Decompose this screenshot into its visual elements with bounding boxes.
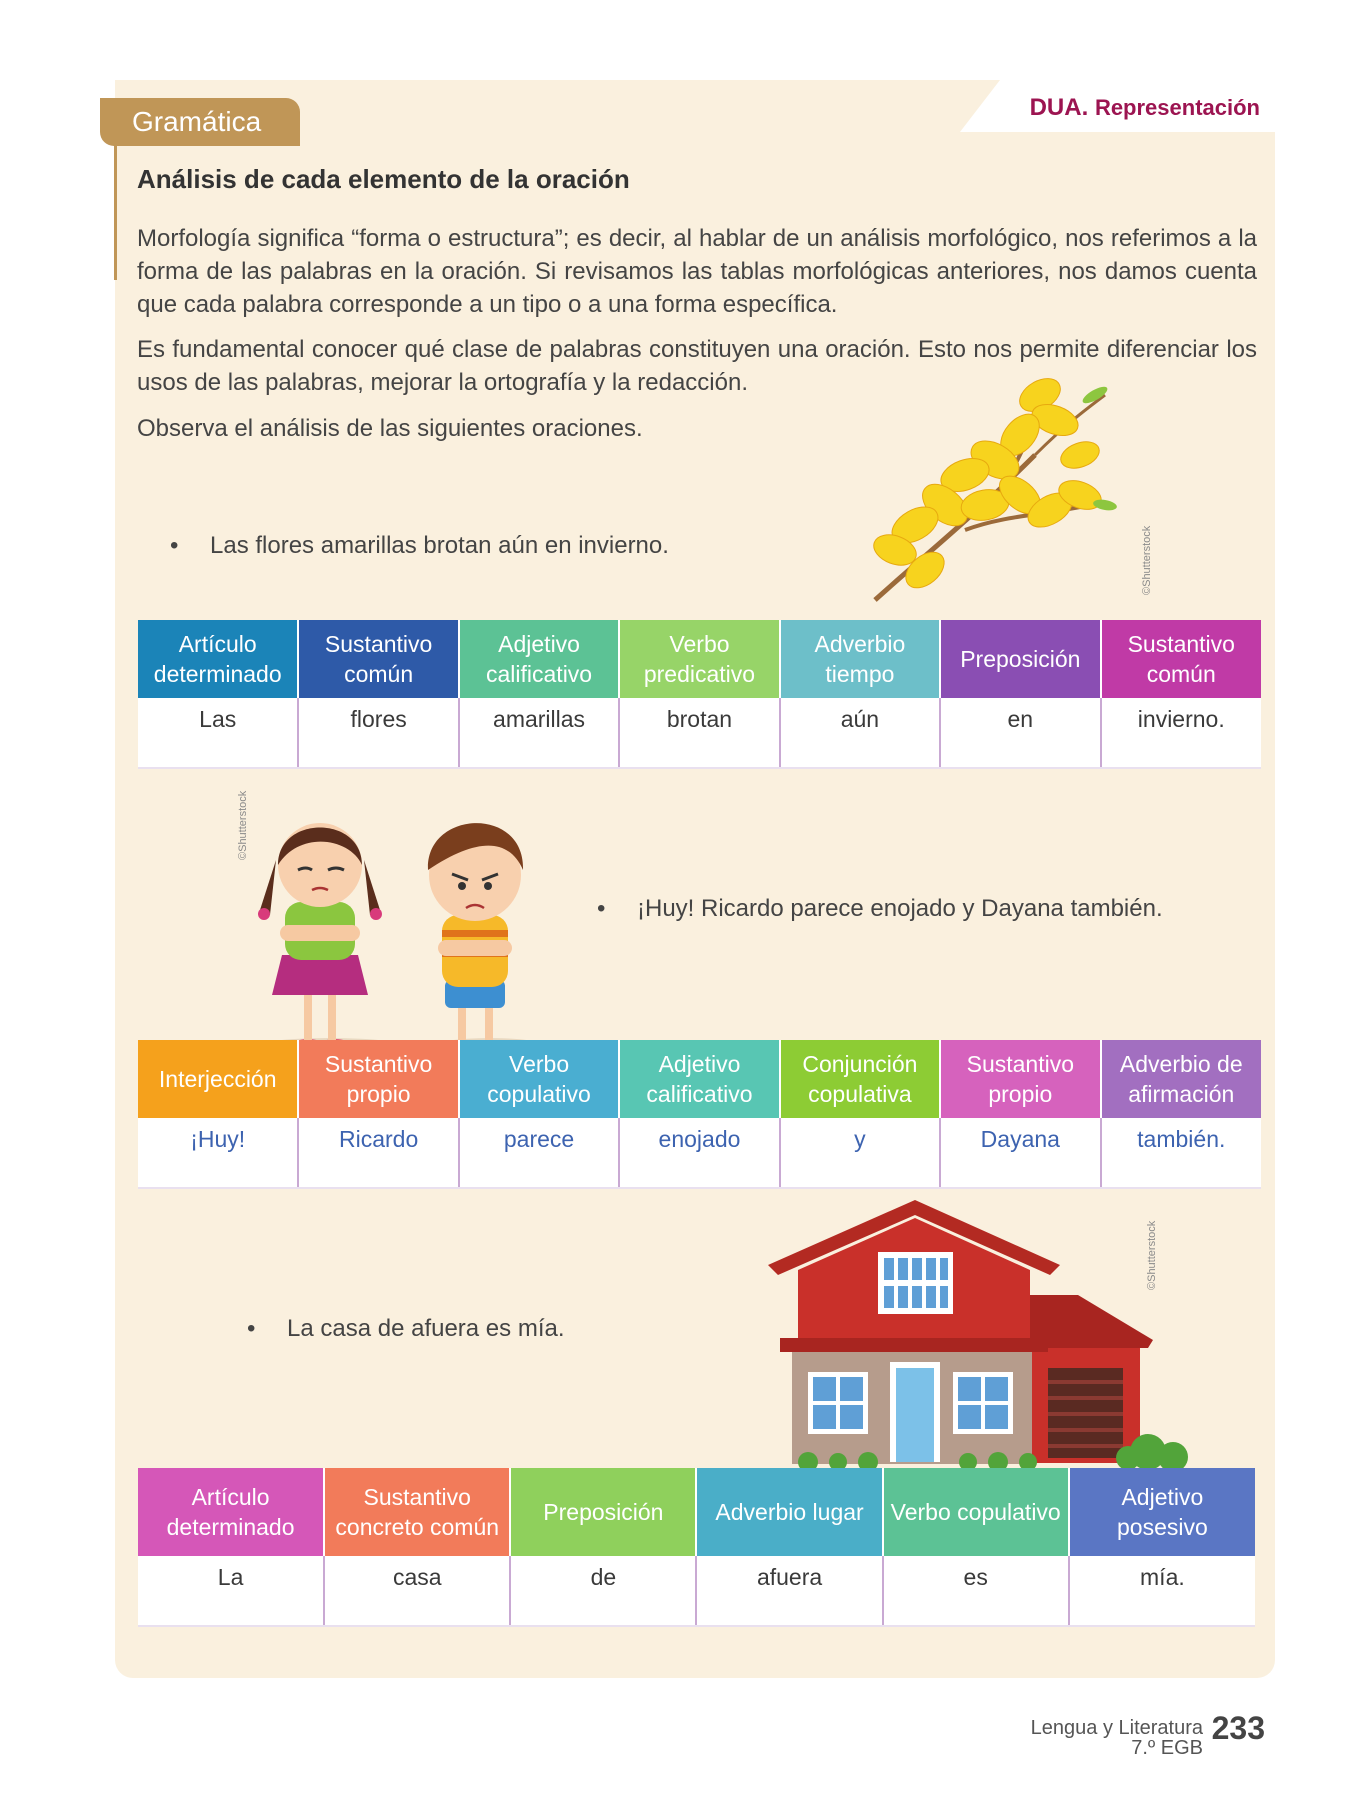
word-cell: invierno. <box>1101 698 1261 768</box>
category-cell: Artículo determinado <box>138 620 298 698</box>
word-cell: Las <box>138 698 298 768</box>
dua-sub: Representación <box>1094 95 1260 120</box>
word-cell: Ricardo <box>298 1118 458 1188</box>
section-tab: Gramática <box>100 98 300 146</box>
category-cell: Sustantivo propio <box>940 1040 1100 1118</box>
sentence-1 <box>170 532 669 560</box>
category-cell: Adjetivo calificativo <box>619 1040 779 1118</box>
footer-subject <box>1031 1718 1203 1758</box>
category-cell: Verbo copulativo <box>459 1040 619 1118</box>
category-cell: Adverbio lugar <box>696 1468 882 1556</box>
category-cell: Preposición <box>510 1468 696 1556</box>
word-cell: afuera <box>696 1556 882 1626</box>
word-cell: La <box>138 1556 324 1626</box>
word-row <box>138 698 1261 768</box>
sentence-2 <box>597 895 1163 923</box>
footer-subject-name: Lengua y Literatura <box>1030 1717 1203 1739</box>
analysis-table-2 <box>138 1040 1261 1189</box>
paragraph-1: Morfología significa “forma o estructura”; es decir, al hablar de un análisis morfológico, nos referimos a la forma de las palabras en la oración. Si revisamos las tablas morfológicas anteriores, nos damos cuenta que cada palabra corresponde a un tipo o a una forma específica. <box>137 225 1257 318</box>
section-tab-line <box>114 130 117 280</box>
credit-children: ©Shutterstock <box>237 790 249 860</box>
category-cell: Verbo predicativo <box>619 620 779 698</box>
category-row <box>138 620 1261 698</box>
category-cell: Adjetivo calificativo <box>459 620 619 698</box>
word-cell: mía. <box>1069 1556 1255 1626</box>
word-cell: casa <box>324 1556 510 1626</box>
category-cell: Adjetivo posesivo <box>1069 1468 1255 1556</box>
word-cell: también. <box>1101 1118 1261 1188</box>
footer-grade: 7.º EGB <box>1131 1737 1203 1759</box>
page-title: Análisis de cada elemento de la oración <box>137 164 630 194</box>
word-cell: ¡Huy! <box>138 1118 298 1188</box>
analysis-table-1 <box>138 620 1261 769</box>
page-number: 233 <box>1211 1710 1265 1746</box>
flower-illustration <box>855 365 1120 610</box>
bullet-dot: • <box>170 532 179 559</box>
category-cell: Sustantivo común <box>298 620 458 698</box>
dua-label <box>1030 94 1260 122</box>
word-cell: Dayana <box>940 1118 1100 1188</box>
sentence-1-text: Las flores amarillas brotan aún en invierno. <box>210 532 669 559</box>
category-cell: Sustantivo común <box>1101 620 1261 698</box>
category-cell: Artículo determinado <box>138 1468 324 1556</box>
paragraph-3: Observa el análisis de las siguientes oraciones. <box>137 415 643 442</box>
word-cell: es <box>883 1556 1069 1626</box>
category-row <box>138 1040 1261 1118</box>
category-cell: Adverbio tiempo <box>780 620 940 698</box>
word-row <box>138 1556 1255 1626</box>
category-row <box>138 1468 1255 1556</box>
children-illustration <box>240 790 560 1060</box>
category-cell: Adverbio de afirmación <box>1101 1040 1261 1118</box>
word-cell: enojado <box>619 1118 779 1188</box>
sentence-2-text: ¡Huy! Ricardo parece enojado y Dayana también. <box>637 895 1163 922</box>
bullet-dot: • <box>247 1315 256 1342</box>
word-row <box>138 1118 1261 1188</box>
paragraph-2: Es fundamental conocer qué clase de palabras constituyen una oración. Esto nos permite diferenciar los usos de las palabras, mejorar la ortografía y la redacción. <box>137 336 1257 396</box>
category-cell: Interjección <box>138 1040 298 1118</box>
category-cell: Conjunción copulativa <box>780 1040 940 1118</box>
credit-house: ©Shutterstock <box>1146 1220 1158 1290</box>
word-cell: y <box>780 1118 940 1188</box>
word-cell: de <box>510 1556 696 1626</box>
sentence-3 <box>247 1315 565 1343</box>
word-cell: aún <box>780 698 940 768</box>
bullet-dot: • <box>597 895 606 922</box>
category-cell: Sustantivo propio <box>298 1040 458 1118</box>
category-cell: Sustantivo concreto común <box>324 1468 510 1556</box>
dua-main: DUA. <box>1029 94 1089 121</box>
word-cell: flores <box>298 698 458 768</box>
category-cell: Preposición <box>940 620 1100 698</box>
word-cell: en <box>940 698 1100 768</box>
word-cell: amarillas <box>459 698 619 768</box>
analysis-table-3 <box>138 1468 1255 1627</box>
credit-flower: ©Shutterstock <box>1141 525 1153 595</box>
word-cell: brotan <box>619 698 779 768</box>
word-cell: parece <box>459 1118 619 1188</box>
sentence-3-text: La casa de afuera es mía. <box>287 1315 565 1342</box>
category-cell: Verbo copulativo <box>883 1468 1069 1556</box>
